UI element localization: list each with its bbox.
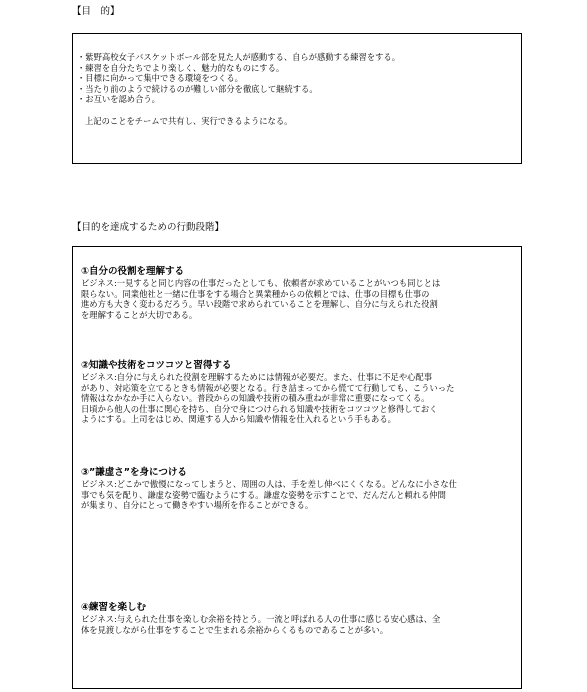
section-line: ビジネス:自分に与えられた役割を理解するためには情報が必要だ。また、仕事に不足や心配事 — [81, 372, 433, 382]
section-title: ①自分の役割を理解する — [81, 266, 185, 277]
purpose-item: ・当たり前のようで続けるのが難しい部分を徹底して継続する。 — [77, 83, 318, 94]
section-line: 情報はなかなか手に入らない。普段からの知識や技術の積み重ねが非常に重要になってくる。 — [81, 393, 430, 404]
section-line: 日頃から他人の仕事に関心を持ち、自分で身につけられる知識や技術をコツコツと修得しておく — [81, 403, 438, 414]
section-line: ビジネス:一見すると同じ内容の仕事だったとしても、依頼者が求めていることがいつも同じとは — [81, 278, 441, 288]
section-line: 進め方も大きく変わるだろう。早い段階で求められていることを理解し、自分に与えられた役割 — [81, 299, 438, 310]
purpose-item: ・目標に向かって集中できる環境をつくる。 — [77, 73, 243, 84]
section-line: ビジネス:与えられた仕事を楽しむ余裕を持とう。一流と呼ばれる人の仕事に感じる安心感は、全 — [81, 614, 441, 624]
section-line: を理解することが大切である。 — [81, 309, 198, 320]
purpose-heading: 【目 的】 — [72, 6, 120, 17]
section-line: ビジネス:どこかで傲慢になってしまうと、周囲の人は、手を差し伸べにくくなる。どんなに小さな仕 — [81, 479, 457, 489]
actions-heading: 【目的を達成するための行動段階】 — [72, 222, 225, 233]
actions-box — [72, 246, 522, 689]
purpose-item: ・紫野高校女子バスケットボール部を見た人が感動する、自らが感動する練習をする。 — [77, 52, 401, 62]
purpose-box — [72, 33, 522, 164]
section-title: ②知識や技術をコツコツと習得する — [81, 360, 232, 371]
action-section-humility — [81, 467, 517, 511]
purpose-item: ・お互いを認め合う。 — [77, 94, 160, 105]
section-title: ③”謙虚さ”を身につける — [81, 467, 187, 478]
action-section-enjoy — [81, 602, 517, 635]
blank-line — [77, 105, 400, 116]
section-line: が集まり、自分にとって働きやすい場所を作ることができる。 — [81, 500, 314, 511]
purpose-closing: 上記のことをチームで共有し、実行できるようになる。 — [85, 115, 293, 126]
section-line: 事でも気を配り、謙虚な姿勢で臨むようにする。謙虚な姿勢を示すことで、だんだんと頼れる仲間 — [81, 489, 446, 500]
section-line: 体を見渡しながら仕事をすることで生まれる余裕からくるものであることが多い。 — [81, 624, 388, 635]
purpose-item: ・練習を自分たちでより楽しく、魅力的なものにする。 — [77, 62, 285, 73]
section-line: ようにする。上司をはじめ、関連する人から知識や情報を仕入れるという手もある。 — [81, 414, 396, 425]
action-section-knowledge — [81, 360, 517, 425]
section-title: ④練習を楽しむ — [81, 602, 147, 613]
section-line: があり、対応策を立てるときも情報が必要となる。行き詰まってから慌てて行動しても、こういった — [81, 382, 455, 393]
action-section-role — [81, 266, 517, 320]
section-line: 限らない。同業他社と一緒に仕事をする場合と異業種からの依頼とでは、仕事の目標も仕事の — [81, 288, 430, 299]
purpose-list — [77, 52, 400, 126]
